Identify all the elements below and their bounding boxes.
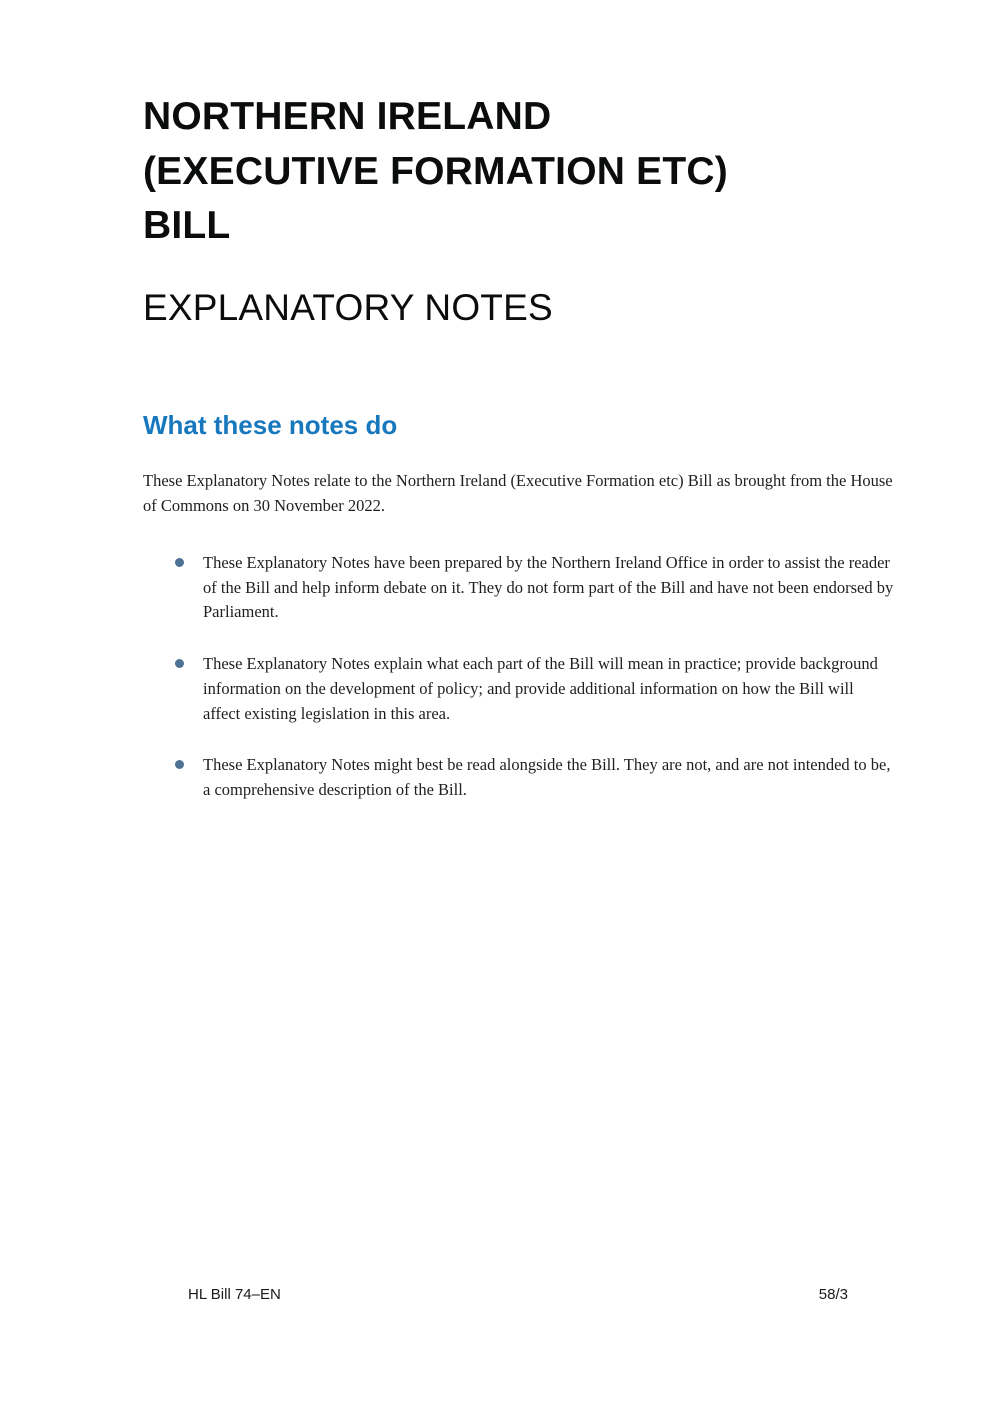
list-item: [143, 551, 895, 625]
page-footer: [188, 1286, 848, 1303]
section-heading: What these notes do: [143, 410, 398, 441]
bullet-icon: [175, 558, 184, 567]
bullet-icon: [175, 760, 184, 769]
bullet-text: These Explanatory Notes explain what each part of the Bill will mean in practice; provide background information on the development of policy; and provide additional information on how the Bill will affect existing legislation in this area.: [203, 654, 878, 723]
footer-session-number: 58/3: [818, 1286, 848, 1303]
bullet-text: These Explanatory Notes might best be read alongside the Bill. They are not, and are not intended to be, a comprehensive description of the Bill.: [203, 755, 891, 800]
footer-bill-number: HL Bill 74–EN: [188, 1286, 281, 1303]
list-item: [143, 652, 895, 726]
document-title: NORTHERN IRELAND (EXECUTIVE FORMATION ETC) BILL: [143, 95, 728, 248]
intro-paragraph: These Explanatory Notes relate to the Northern Ireland (Executive Formation etc) Bill as brought from the House of Commons on 30 November 2022.: [143, 471, 893, 516]
bullet-text: These Explanatory Notes have been prepared by the Northern Ireland Office in order to assist the reader of the Bill and help inform debate on it. They do not form part of the Bill and have not been endorsed by Parliament.: [203, 552, 894, 622]
list-item: [143, 753, 895, 803]
bullet-icon: [175, 659, 184, 668]
bullet-list: [143, 551, 895, 803]
document-subtitle: EXPLANATORY NOTES: [143, 286, 553, 328]
